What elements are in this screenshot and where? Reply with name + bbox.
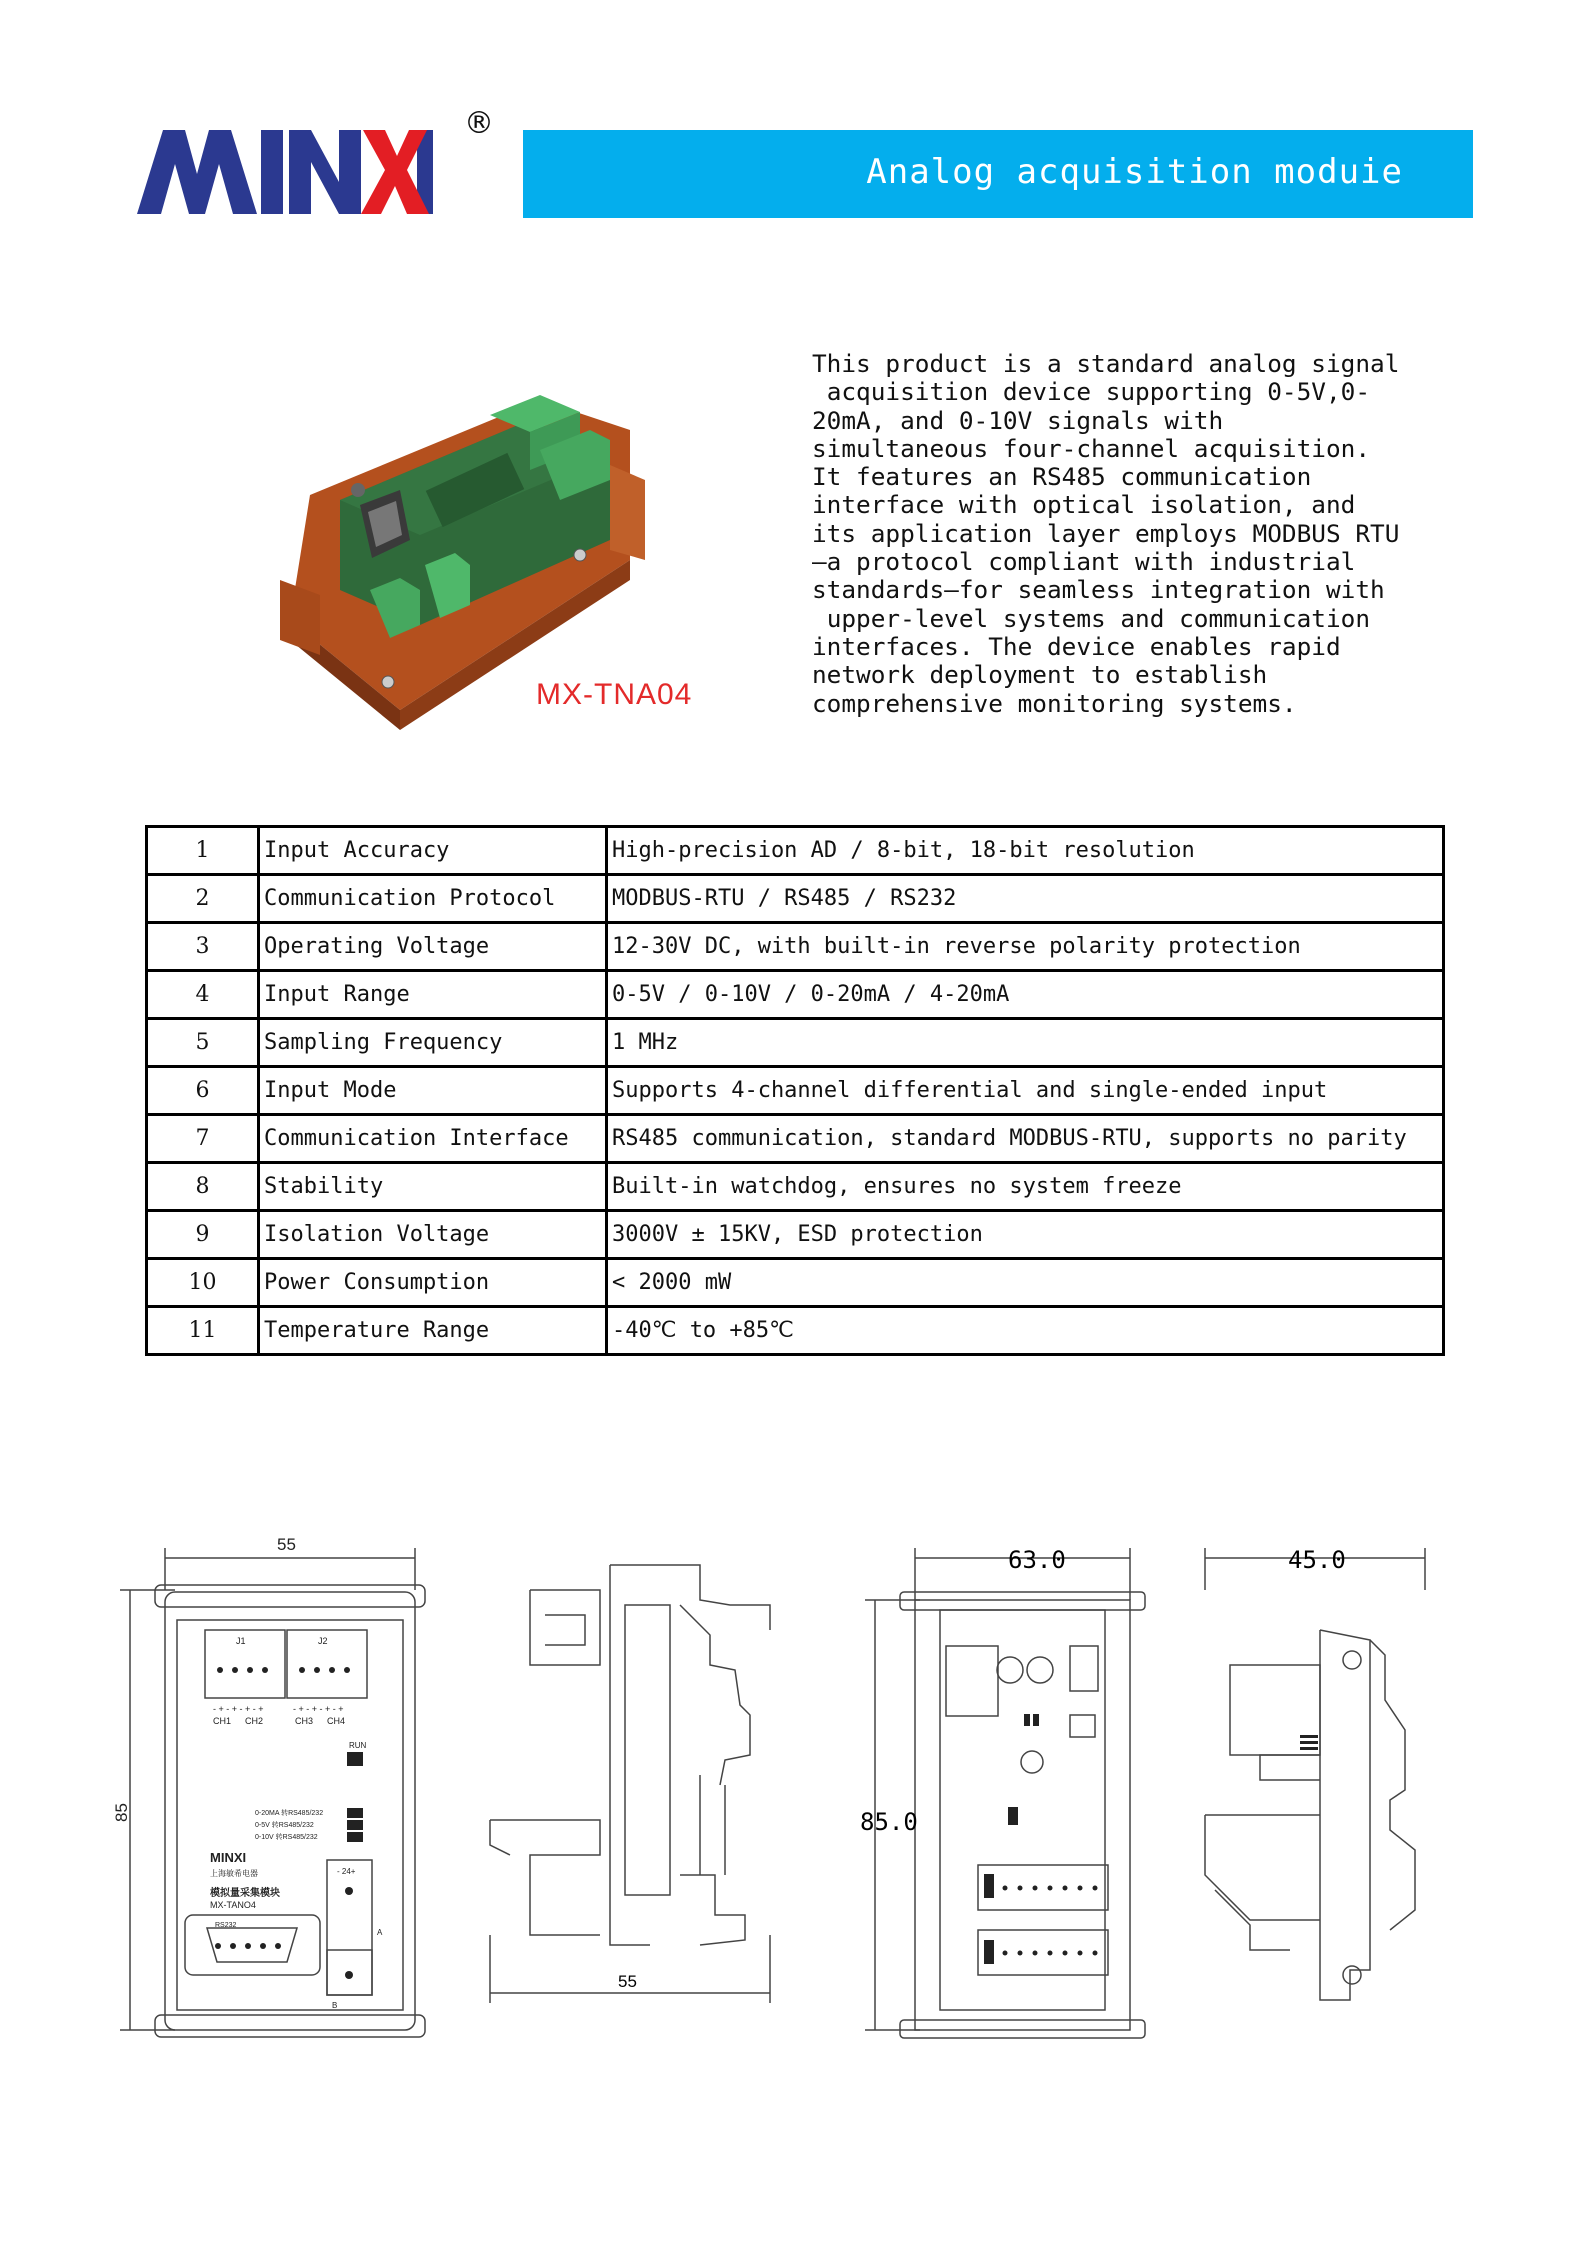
pcb-width-label: 63.0 xyxy=(1008,1546,1066,1574)
spec-row xyxy=(147,875,1444,923)
spec-name: Isolation Voltage xyxy=(259,1211,607,1259)
spec-row xyxy=(147,1115,1444,1163)
spec-row xyxy=(147,1211,1444,1259)
profile-width-label: 45.0 xyxy=(1288,1546,1346,1574)
spec-number: 10 xyxy=(147,1259,259,1307)
spec-value: 3000V ± 15KV, ESD protection xyxy=(607,1211,1444,1259)
spec-name: Sampling Frequency xyxy=(259,1019,607,1067)
spec-number: 8 xyxy=(147,1163,259,1211)
spec-name: Communication Interface xyxy=(259,1115,607,1163)
spec-name: Stability xyxy=(259,1163,607,1211)
spec-number: 6 xyxy=(147,1067,259,1115)
spec-value: MODBUS-RTU / RS485 / RS232 xyxy=(607,875,1444,923)
front-width-label: 55 xyxy=(277,1535,296,1554)
spec-name: Input Range xyxy=(259,971,607,1019)
spec-value: 12-30V DC, with built-in reverse polarity protection xyxy=(607,923,1444,971)
svg-text:CH1: CH1 xyxy=(213,1716,232,1726)
svg-text:- + - + - + - +: - + - + - + - + xyxy=(213,1704,264,1714)
svg-text:MINXI: MINXI xyxy=(210,1850,247,1865)
spec-number: 3 xyxy=(147,923,259,971)
spec-name: Input Mode xyxy=(259,1067,607,1115)
spec-row xyxy=(147,1307,1444,1355)
product-description: This product is a standard analog signal acquisition device supporting 0-5V,0- 20mA, and 0-10V signals with simultaneous four-channel acquisition. It features an RS485 communication interface with optical isolation, and its application layer employs MODBUS RTU —a protocol compliant with industrial standards—for seamless integration with upper-level systems and communication interfaces. The device enables rapid network deployment to establish comprehensive monitoring systems. xyxy=(812,349,1400,718)
spec-row xyxy=(147,827,1444,875)
spec-number: 7 xyxy=(147,1115,259,1163)
svg-text:0-20MA 转RS485/232: 0-20MA 转RS485/232 xyxy=(255,1810,324,1817)
spec-value: RS485 communication, standard MODBUS-RTU, supports no parity xyxy=(607,1115,1444,1163)
title-bar xyxy=(523,130,1473,218)
spec-row xyxy=(147,1067,1444,1115)
spec-value: Supports 4-channel differential and single-ended input xyxy=(607,1067,1444,1115)
svg-text:- 24+: - 24+ xyxy=(337,1867,356,1876)
svg-text:B: B xyxy=(332,2001,338,2010)
spec-name: Power Consumption xyxy=(259,1259,607,1307)
spec-number: 4 xyxy=(147,971,259,1019)
svg-text:CH2: CH2 xyxy=(245,1716,264,1726)
side-view-drawing xyxy=(470,1545,790,2025)
spec-name: Input Accuracy xyxy=(259,827,607,875)
svg-text:A: A xyxy=(377,1928,383,1937)
spec-value: 0-5V / 0-10V / 0-20mA / 4-20mA xyxy=(607,971,1444,1019)
svg-text:J2: J2 xyxy=(318,1636,328,1646)
spec-row xyxy=(147,971,1444,1019)
spec-value: Built-in watchdog, ensures no system freeze xyxy=(607,1163,1444,1211)
spec-number: 5 xyxy=(147,1019,259,1067)
spec-row xyxy=(147,1259,1444,1307)
svg-text:CH3: CH3 xyxy=(295,1716,314,1726)
spec-number: 1 xyxy=(147,827,259,875)
spec-value: -40℃ to +85℃ xyxy=(607,1307,1444,1355)
spec-name: Communication Protocol xyxy=(259,875,607,923)
logo-text: MINXI xyxy=(135,112,139,113)
profile-view-drawing xyxy=(1190,1530,1450,2030)
svg-text:MX-TANO4: MX-TANO4 xyxy=(210,1900,256,1910)
svg-text:- + - + - + - +: - + - + - + - + xyxy=(293,1704,344,1714)
svg-text:模拟量采集模块: 模拟量采集模块 xyxy=(210,1888,280,1899)
svg-text:CH4: CH4 xyxy=(327,1716,346,1726)
spec-number: 9 xyxy=(147,1211,259,1259)
front-view-drawing xyxy=(112,1530,440,2040)
svg-text:上海敏希电器: 上海敏希电器 xyxy=(210,1869,258,1878)
spec-name: Operating Voltage xyxy=(259,923,607,971)
spec-value: < 2000 mW xyxy=(607,1259,1444,1307)
svg-text:J1: J1 xyxy=(236,1636,246,1646)
pcb-view-drawing xyxy=(860,1530,1165,2040)
spec-value: High-precision AD / 8-bit, 18-bit resolution xyxy=(607,827,1444,875)
spec-name: Temperature Range xyxy=(259,1307,607,1355)
spec-number: 11 xyxy=(147,1307,259,1355)
minxi-logo xyxy=(135,112,435,222)
spec-row xyxy=(147,1019,1444,1067)
pcb-height-label: 85.0 xyxy=(860,1808,918,1836)
side-width-label: 55 xyxy=(618,1972,637,1991)
spec-row xyxy=(147,1163,1444,1211)
front-height-label: 85 xyxy=(112,1803,131,1822)
spec-number: 2 xyxy=(147,875,259,923)
spec-table xyxy=(145,825,1445,1356)
svg-text:RS232: RS232 xyxy=(215,1922,237,1929)
spec-value: 1 MHz xyxy=(607,1019,1444,1067)
svg-text:0-5V 转RS485/232: 0-5V 转RS485/232 xyxy=(255,1822,314,1829)
svg-text:RUN: RUN xyxy=(349,1741,367,1750)
registered-mark: ® xyxy=(464,106,494,141)
svg-text:0-10V 转RS485/232: 0-10V 转RS485/232 xyxy=(255,1834,318,1841)
spec-row xyxy=(147,923,1444,971)
page-title: Analog acquisition moduie xyxy=(866,152,1403,192)
product-model-label: MX-TNA04 xyxy=(536,678,693,711)
